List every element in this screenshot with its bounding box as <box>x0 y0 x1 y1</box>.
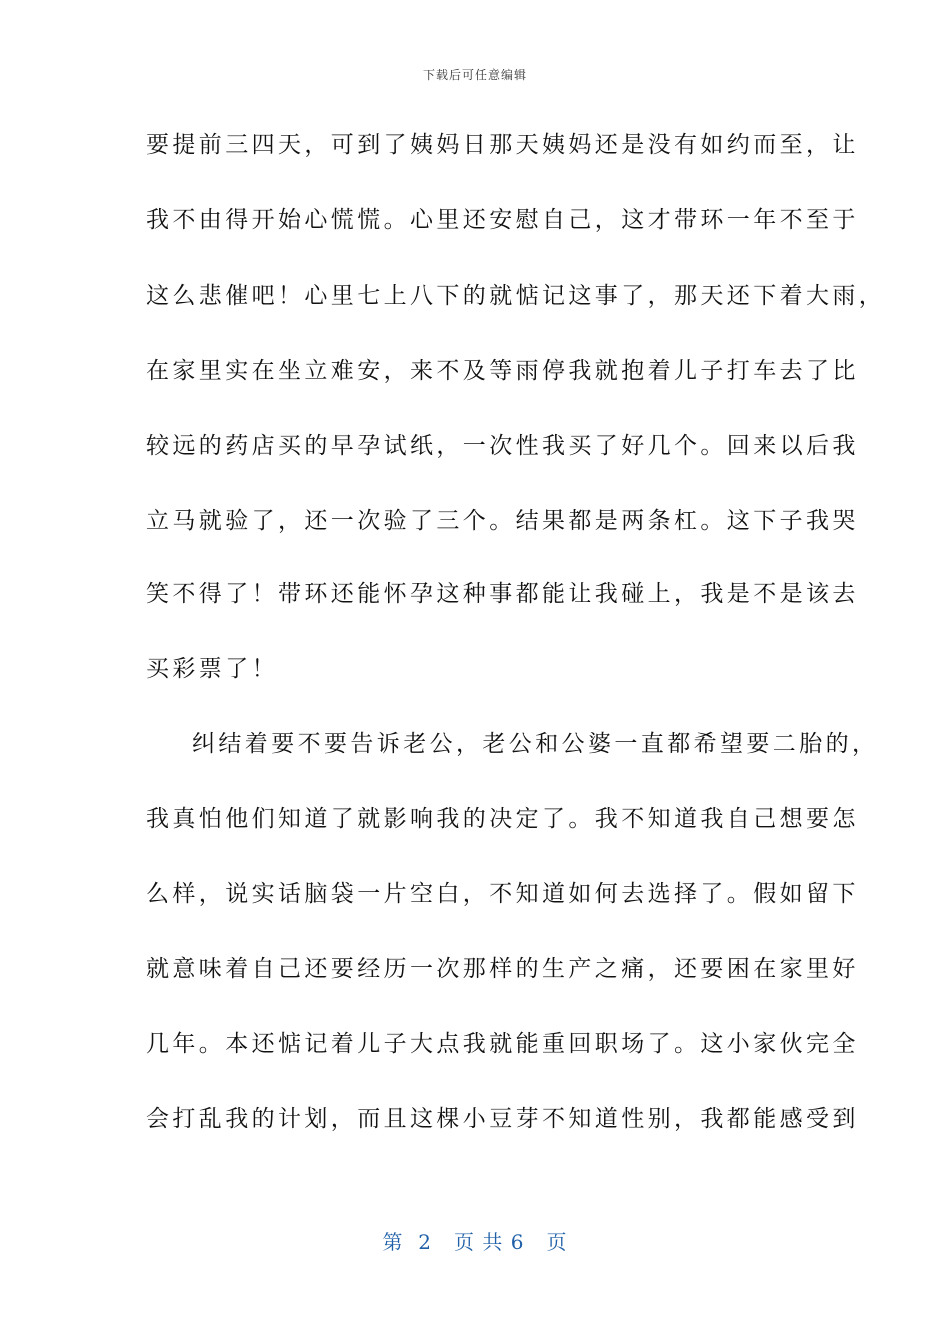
page-number-footer: 第 2 页 共 6 页 <box>382 1230 568 1254</box>
paragraph-2-line-4: 就意味着自己还要经历一次那样的生产之痛，还要困在家里好 <box>146 956 859 982</box>
paragraph-2-line-5: 几年。本还惦记着儿子大点我就能重回职场了。这小家伙完全 <box>146 1031 859 1057</box>
paragraph-1-line-3: 这么悲催吧！心里七上八下的就惦记这事了，那天还下着大雨， <box>146 283 886 309</box>
paragraph-1-line-7: 笑不得了！带环还能怀孕这种事都能让我碰上，我是不是该去 <box>146 581 859 607</box>
paragraph-2-line-6: 会打乱我的计划，而且这棵小豆芽不知道性别，我都能感受到 <box>146 1106 859 1132</box>
paragraph-2-line-1: 纠结着要不要告诉老公，老公和公婆一直都希望要二胎的， <box>192 731 879 757</box>
paragraph-1-line-2: 我不由得开始心慌慌。心里还安慰自己，这才带环一年不至于 <box>146 207 859 233</box>
paragraph-1-line-6: 立马就验了，还一次验了三个。结果都是两条杠。这下子我哭 <box>146 508 859 534</box>
paragraph-1-line-1: 要提前三四天，可到了姨妈日那天姨妈还是没有如约而至，让 <box>146 132 859 158</box>
paragraph-1-line-8: 买彩票了！ <box>146 656 278 682</box>
paragraph-2-line-2: 我真怕他们知道了就影响我的决定了。我不知道我自己想要怎 <box>146 806 859 832</box>
paragraph-1-line-5: 较远的药店买的早孕试纸，一次性我买了好几个。回来以后我 <box>146 433 859 459</box>
paragraph-2-line-3: 么样，说实话脑袋一片空白，不知道如何去选择了。假如留下 <box>146 881 859 907</box>
page-header: 下载后可任意编辑 <box>422 68 527 82</box>
paragraph-1-line-4: 在家里实在坐立难安，来不及等雨停我就抱着儿子打车去了比 <box>146 358 859 384</box>
